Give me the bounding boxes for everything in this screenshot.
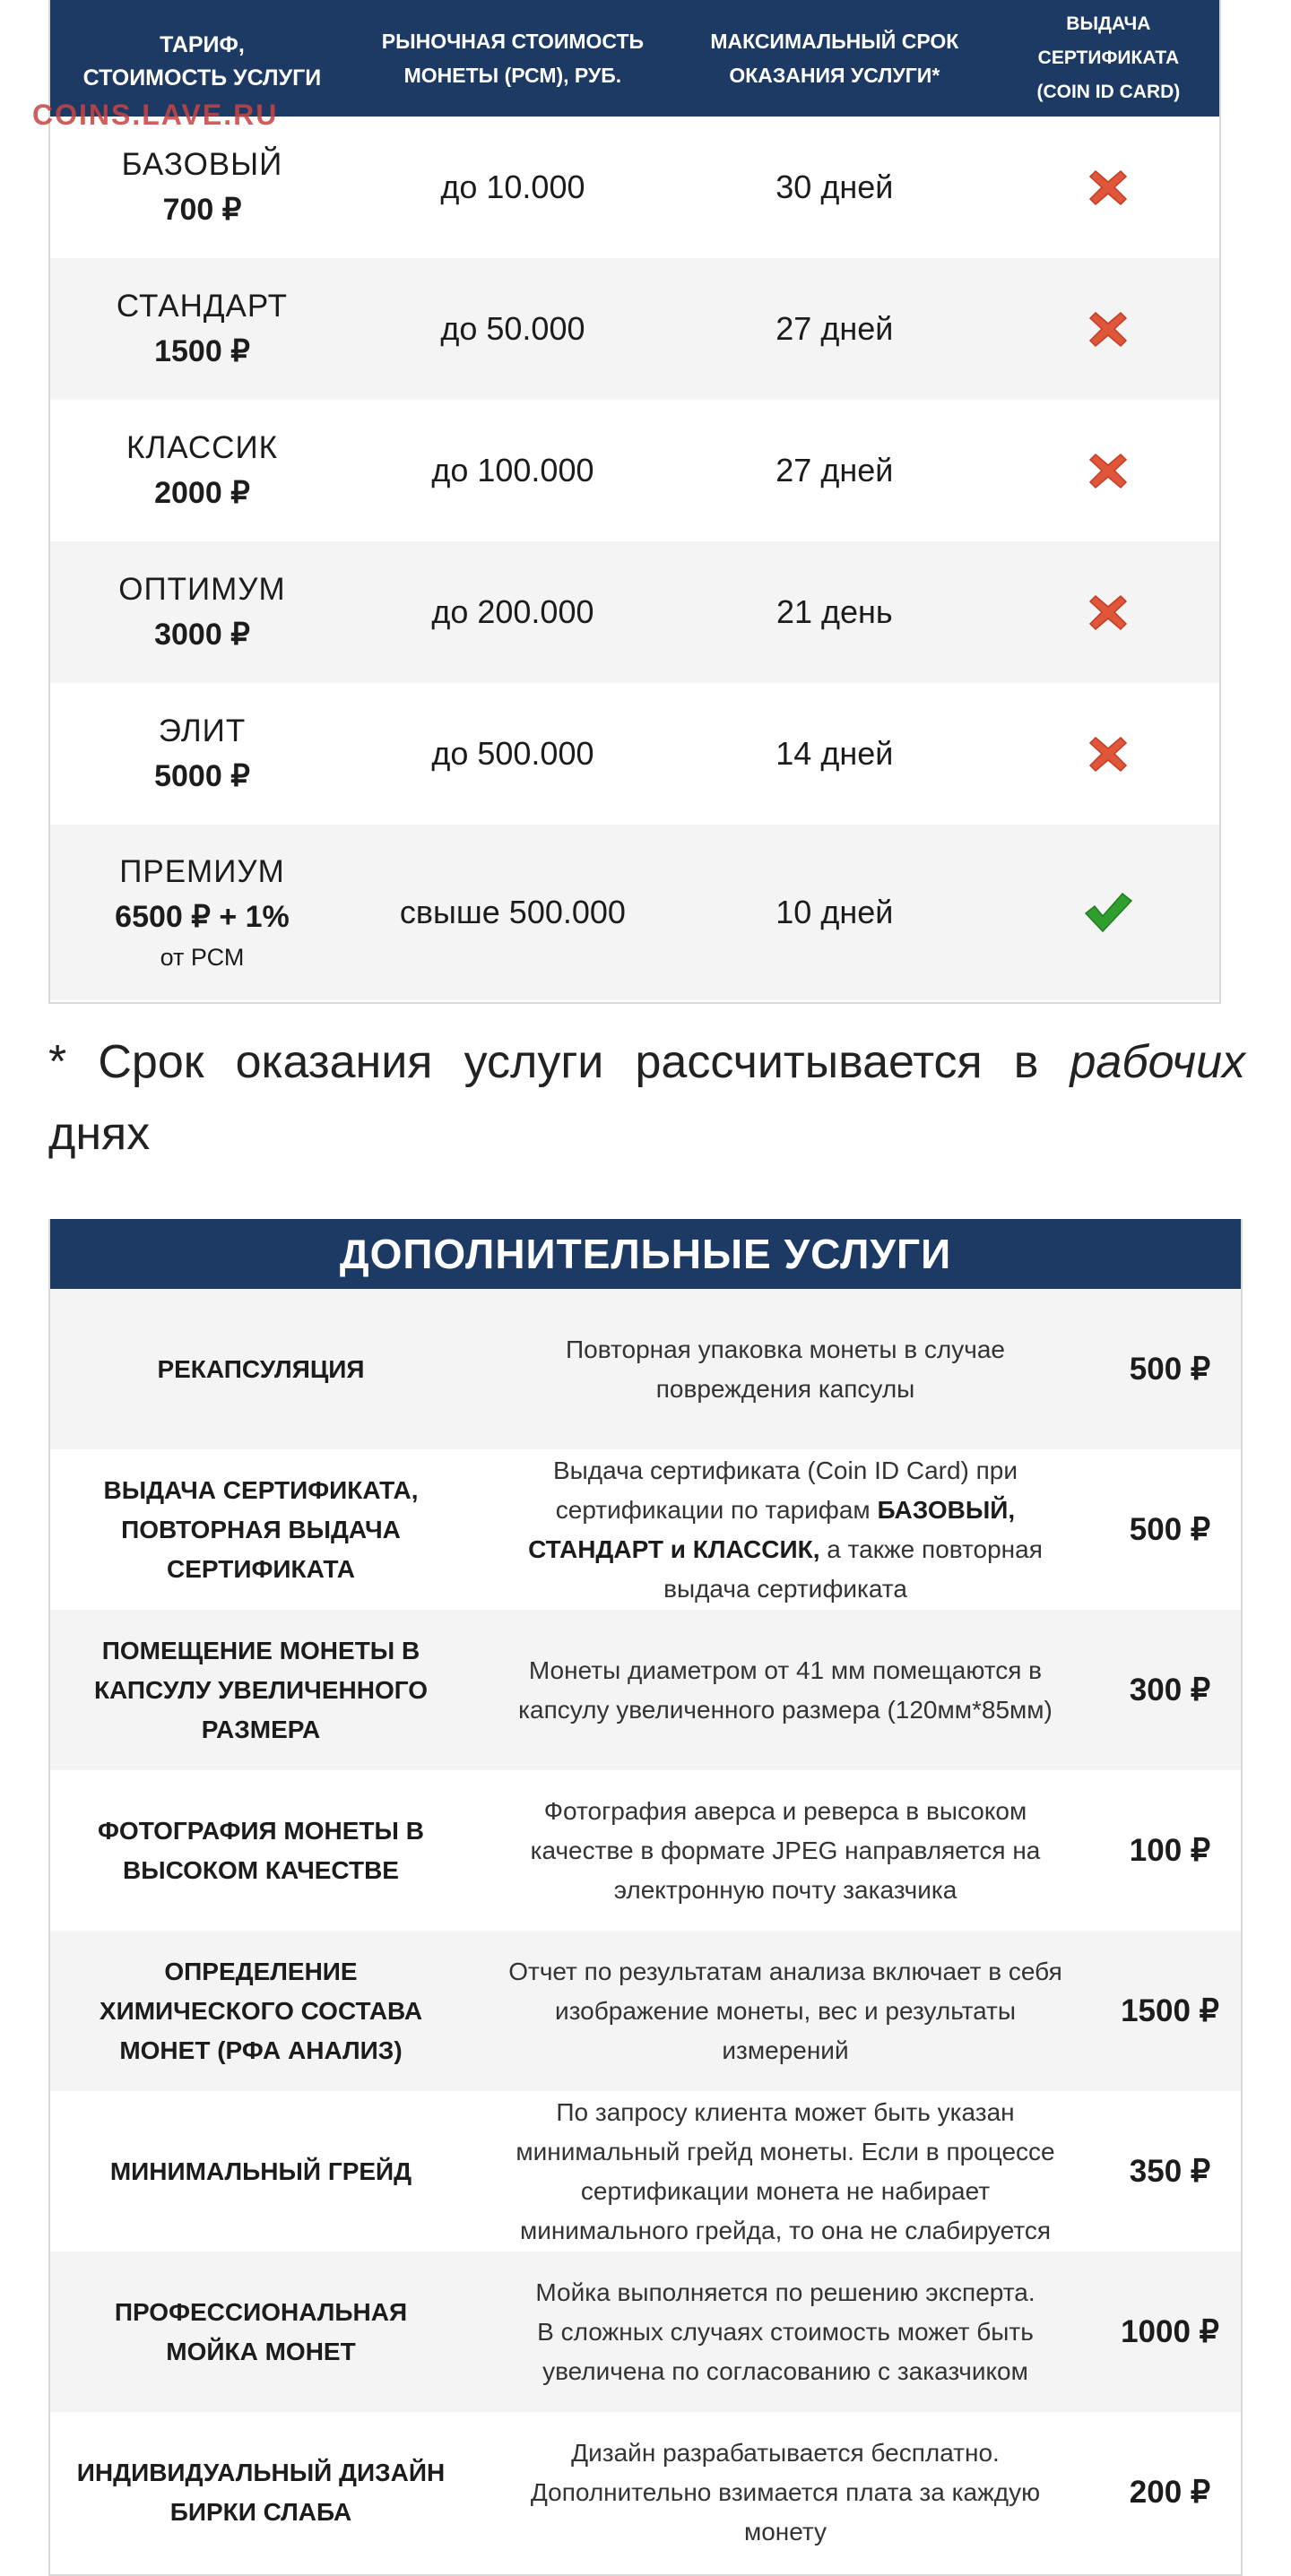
tariff-name: КЛАССИК (126, 430, 278, 465)
service-name: РЕКАПСУЛЯЦИЯ (157, 1354, 365, 1383)
header-tariff: ТАРИФ, СТОИМОСТЬ УСЛУГИ (82, 32, 322, 91)
footnote-end: днях (48, 1108, 151, 1160)
max-term: 14 дней (775, 735, 894, 772)
max-term: 21 день (775, 593, 893, 630)
service-price: 300 ₽ (1129, 1672, 1211, 1707)
service-row (50, 1931, 1241, 2091)
header-certificate: ВЫДАЧА СЕРТИФИКАТА (COIN ID CARD) (1036, 13, 1181, 102)
service-description (472, 1770, 1099, 1931)
tariff-price: 2000 ₽ (154, 476, 250, 510)
service-description (472, 1610, 1099, 1770)
market-value: до 100.000 (431, 452, 594, 488)
tariff-price: 1500 ₽ (154, 334, 250, 368)
service-name: ИНДИВИДУАЛЬНЫЙ ДИЗАЙН БИРКИ СЛАБА (76, 2458, 446, 2526)
cross-icon (1087, 591, 1130, 634)
certificate-cell (998, 541, 1219, 683)
service-row (50, 1449, 1241, 1610)
tariff-name: СТАНДАРТ (116, 289, 289, 324)
footnote-italic: рабочих (1070, 1036, 1245, 1088)
tariff-note: от РСМ (160, 944, 245, 971)
service-price: 500 ₽ (1129, 1351, 1211, 1387)
service-name: ОПРЕДЕЛЕНИЕ ХИМИЧЕСКОГО СОСТАВА МОНЕТ (РФА АНАЛИЗ) (99, 1957, 423, 2064)
tariff-price: 5000 ₽ (154, 759, 250, 793)
footnote-text: * Срок оказания услуги рассчитывается в (48, 1036, 1070, 1088)
market-value: до 10.000 (440, 169, 585, 205)
tariff-cell (50, 825, 354, 1000)
service-row (50, 2091, 1241, 2252)
service-desc-part: Повторная упаковка монеты в случае повреждения капсулы (566, 1335, 1005, 1403)
tariff-price: 6500 ₽ + 1% (115, 900, 290, 934)
service-name: ПОМЕЩЕНИЕ МОНЕТЫ В КАПСУЛУ УВЕЛИЧЕННОГО РАЗМЕРА (93, 1636, 429, 1743)
tariff-name: БАЗОВЫЙ (121, 147, 283, 182)
tariff-name: ПРЕМИУМ (119, 854, 285, 889)
service-desc-part: а также повторная выдача сертификата (663, 1534, 1043, 1603)
tariff-cell (50, 400, 354, 541)
market-value: до 500.000 (431, 735, 594, 772)
tariff-row (50, 683, 1219, 825)
service-description (472, 1289, 1099, 1449)
tariff-cell (50, 117, 354, 258)
service-price: 1000 ₽ (1121, 2313, 1219, 2349)
service-name: ВЫДАЧА СЕРТИФИКАТА, ПОВТОРНАЯ ВЫДАЧА СЕРТИФИКАТА (103, 1475, 419, 1583)
max-term: 27 дней (775, 452, 894, 488)
service-price: 100 ₽ (1129, 1832, 1211, 1868)
certificate-cell (998, 683, 1219, 825)
service-price: 200 ₽ (1129, 2474, 1211, 2510)
cross-icon (1087, 449, 1130, 492)
service-price: 500 ₽ (1129, 1511, 1211, 1547)
market-value: свыше 500.000 (399, 894, 626, 930)
market-value: до 200.000 (431, 593, 594, 630)
service-row (50, 2412, 1241, 2572)
service-description (472, 2091, 1099, 2252)
tariff-row (50, 825, 1219, 1000)
service-description (472, 1931, 1099, 2091)
certificate-cell (998, 825, 1219, 1000)
service-name: ФОТОГРАФИЯ МОНЕТЫ В ВЫСОКОМ КАЧЕСТВЕ (98, 1816, 424, 1884)
service-desc-part: Выдача сертификата (Coin ID Card) при сертификации по тарифам (552, 1456, 1018, 1524)
max-term: 30 дней (775, 169, 894, 205)
tariff-price: 3000 ₽ (154, 618, 250, 652)
certificate-cell (998, 258, 1219, 400)
service-price: 350 ₽ (1129, 2153, 1211, 2189)
max-term: 10 дней (775, 894, 894, 930)
tariff-name: ЭЛИТ (158, 713, 247, 748)
service-desc-part: Дизайн разрабатывается бесплатно. Дополнительно взимается плата за каждую монету (530, 2438, 1041, 2546)
tariff-price: 700 ₽ (162, 193, 242, 227)
service-desc-part: Монеты диаметром от 41 мм помещаются в капсулу увеличенного размера (120мм*85мм) (518, 1655, 1053, 1724)
tariff-row (50, 258, 1219, 400)
tariff-cell (50, 683, 354, 825)
service-desc-part: Отчет по результатам анализа включает в себя изображение монеты, вес и результаты измерений (508, 1957, 1062, 2064)
services-title: ДОПОЛНИТЕЛЬНЫЕ УСЛУГИ (50, 1219, 1241, 1289)
service-row (50, 2252, 1241, 2412)
services-table (48, 1219, 1243, 2576)
cross-icon (1087, 732, 1130, 775)
header-max-term: МАКСИМАЛЬНЫЙ СРОК ОКАЗАНИЯ УСЛУГИ* (710, 30, 959, 87)
tariff-name: ОПТИМУМ (118, 572, 286, 607)
tariff-cell (50, 541, 354, 683)
service-name: ПРОФЕССИОНАЛЬНАЯ МОЙКА МОНЕТ (114, 2297, 408, 2365)
service-row (50, 1289, 1241, 1449)
service-description (472, 1449, 1099, 1610)
tariff-row (50, 117, 1219, 258)
service-price: 1500 ₽ (1121, 1993, 1219, 2028)
service-description (472, 2252, 1099, 2412)
service-desc-part: Фотография аверса и реверса в высоком качестве в формате JPEG направляется на электронную почту заказчика (530, 1796, 1041, 1904)
tariff-row (50, 400, 1219, 541)
check-icon (1082, 890, 1134, 935)
max-term: 27 дней (775, 310, 894, 347)
service-description (472, 2412, 1099, 2572)
service-row (50, 1610, 1241, 1770)
certificate-cell (998, 117, 1219, 258)
certificate-cell (998, 400, 1219, 541)
footnote (48, 1026, 1245, 1170)
service-name: МИНИМАЛЬНЫЙ ГРЕЙД (109, 2157, 412, 2185)
service-desc-part: БАЗОВЫЙ, СТАНДАРТ и КЛАССИК, (528, 1495, 1016, 1563)
service-desc-part: Мойка выполняется по решению эксперта. В сложных случаях стоимость может быть увеличена по согласованию с заказчиком (535, 2278, 1035, 2385)
cross-icon (1087, 166, 1130, 209)
tariff-row (50, 541, 1219, 683)
cross-icon (1087, 307, 1130, 350)
market-value: до 50.000 (440, 310, 585, 347)
service-desc-part: По запросу клиента может быть указан минимальный грейд монеты. Если в процессе сертификации монета не набирает минимального грейда, то она не слабируется (516, 2097, 1055, 2244)
service-row (50, 1770, 1241, 1931)
header-market-value: РЫНОЧНАЯ СТОИМОСТЬ МОНЕТЫ (РСМ), РУБ. (381, 30, 645, 87)
tariff-table (48, 0, 1221, 1004)
tariff-cell (50, 258, 354, 400)
watermark: COINS.LAVE.RU (32, 99, 279, 131)
